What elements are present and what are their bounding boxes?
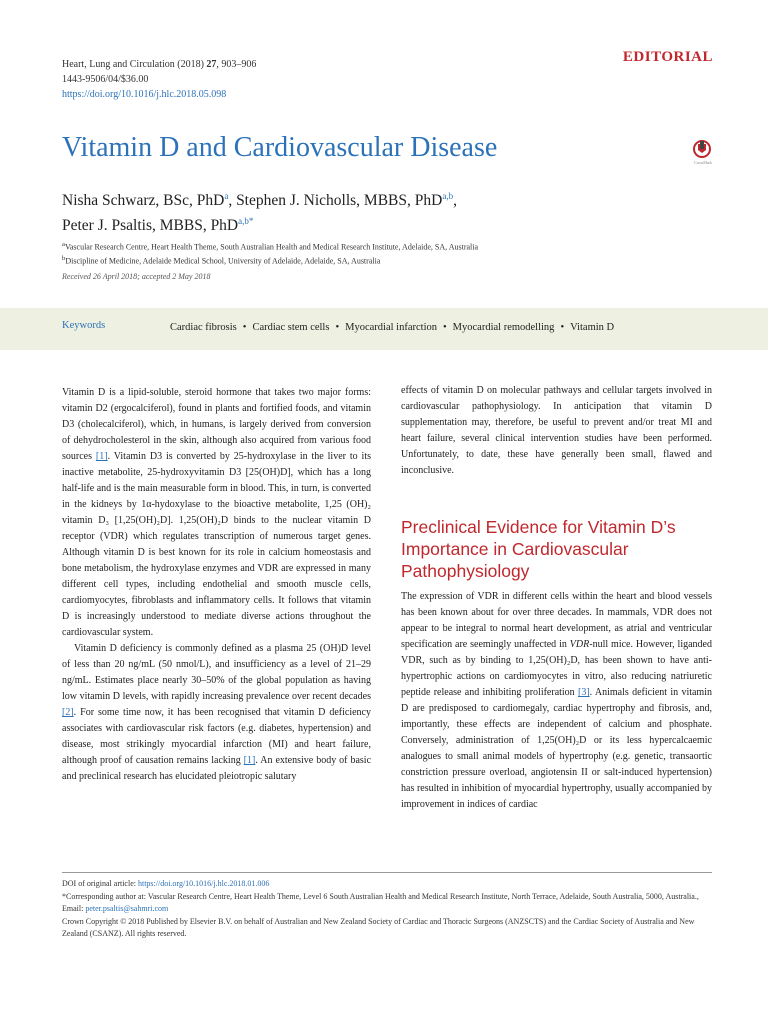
keyword-separator: • xyxy=(442,322,447,333)
journal-citation xyxy=(62,57,256,72)
affiliation-text: Vascular Research Centre, Heart Health Theme, South Australian Health and Medical Research Institute, Adelaide, SA, Australia xyxy=(64,242,479,252)
original-article-doi-link[interactable]: https://doi.org/10.1016/j.hlc.2018.01.006 xyxy=(137,879,270,888)
footnote-text: *Corresponding author at: Vascular Research Centre, Heart Health Theme, Level 6 South Australian Health and Medical Research Institute, North Terrace, Adelaide, South Australia, 5000, Australia., Email: xyxy=(62,891,699,913)
received-dates: Received 26 April 2018; accepted 2 May 2018 xyxy=(62,272,211,281)
affiliation-text: Discipline of Medicine, Adelaide Medical School, University of Adelaide, Adelaide, SA, Australia xyxy=(65,256,381,266)
keyword-separator: • xyxy=(242,322,247,333)
body-text: -null mice. However, liganded VDR, such as by binding to 1,25(OH)₂D, has been shown to have anti-hypertrophic actions on cardiomyocytes in vitro, also reducing natriuretic peptide release and inhibiting proliferation xyxy=(401,639,712,698)
keyword-separator: • xyxy=(335,322,340,333)
body-paragraph xyxy=(62,385,371,641)
affiliation-b xyxy=(62,253,702,267)
article-doi-link[interactable]: https://doi.org/10.1016/j.hlc.2018.05.098 xyxy=(62,89,227,100)
body-column-left xyxy=(62,385,371,785)
author-name: , Stephen J. Nicholls, MBBS, PhD xyxy=(228,192,443,210)
keyword-item[interactable]: Myocardial remodelling xyxy=(452,322,555,333)
footnote-divider xyxy=(62,872,712,873)
journal-info xyxy=(62,57,256,102)
body-paragraph: effects of vitamin D on molecular pathways and cellular targets involved in cardiovascular pathophysiology. In anticipation that vitamin D supplementation may, therefore, be useful to prevent and/or treat MI and heart failure, several clinical intervention studies have been performed. Unfortunately, to date, these have generally been small, flawed and inconclusive. xyxy=(401,385,712,476)
keyword-item[interactable]: Myocardial infarction xyxy=(345,322,437,333)
article-title: Vitamin D and Cardiovascular Disease xyxy=(62,132,498,163)
journal-name: Heart, Lung and Circulation (2018) xyxy=(62,59,204,70)
body-paragraph xyxy=(62,641,371,785)
affiliations xyxy=(62,239,702,266)
citation-link[interactable]: [3] xyxy=(577,687,590,698)
author-name: Nisha Schwarz, BSc, PhD xyxy=(62,192,225,210)
author-affil-sup[interactable]: a xyxy=(224,191,229,201)
section-heading: Preclinical Evidence for Vitamin D’s Importance in Cardiovascular Pathophysiology xyxy=(401,517,676,581)
body-text: . Animals deficient in vitamin D are predisposed to cardiomegaly, cardiac hypertrophy and fibrosis, and, importantly, these effects are independent of calcium and phosphate. Conversely, administration of 1,25(OH)₂D or its less hypercalcaemic analogues to small animal models of hypertrophy (e.g. genetic, transaortic constriction pressure overload, angiotensin II or salt-induced hypertension) has resulted in inhibition of myocardial hypertrophy, usually accompanied by improvement in indices of cardiac xyxy=(401,687,712,810)
citation-link[interactable]: [1] xyxy=(95,451,108,462)
body-text: . For some time now, it has been recognised that vitamin D deficiency associates with cardiovascular risk factors (e.g. diabetes, hypertension) and disease, most strikingly myocardial infarction (MI) and heart failure, although proof of causation remains lacking xyxy=(62,707,371,766)
affiliation-a xyxy=(62,239,702,253)
affiliation-marker: a xyxy=(62,241,65,248)
keyword-item[interactable]: Vitamin D xyxy=(570,322,615,333)
journal-volume: 27 xyxy=(206,59,217,70)
affiliation-marker: b xyxy=(62,254,66,262)
article-type-label: EDITORIAL xyxy=(622,49,713,65)
crossmark-icon[interactable] xyxy=(692,140,712,162)
author-separator: , xyxy=(453,192,457,210)
author-name: Peter J. Psaltis, MBBS, PhD xyxy=(62,217,239,235)
citation-link[interactable]: [2] xyxy=(62,707,74,718)
footnote-text: DOI of original article: xyxy=(62,879,138,888)
keyword-item[interactable]: Cardiac stem cells xyxy=(252,322,330,333)
author-affil-sup[interactable]: a,b* xyxy=(238,216,254,227)
author-affil-sup[interactable]: a,b xyxy=(442,191,454,201)
italic-term: VDR xyxy=(569,639,590,650)
keyword-item[interactable]: Cardiac fibrosis xyxy=(170,322,237,333)
body-text: . An extensive body of basic and preclinical research has elucidated pleiotropic salutary xyxy=(62,755,372,782)
journal-pages: , 903–906 xyxy=(216,59,257,70)
keywords-list xyxy=(170,322,614,333)
keywords-label: Keywords xyxy=(62,320,106,331)
author-list xyxy=(62,186,682,236)
keyword-separator: • xyxy=(560,322,565,333)
body-column-right xyxy=(401,383,712,479)
body-text: Vitamin D is a lipid-soluble, steroid hormone that takes two major forms: vitamin D2 (ergocalciferol), found in plants and fortified foods, and vitamin D3 (cholecalciferol), which, in humans, is largely derived from conversion of dehydrocholesterol in the skin, although also acquired from various food sources xyxy=(62,387,371,462)
footnote-corresponding xyxy=(62,891,712,916)
footnotes xyxy=(62,878,712,941)
body-paragraph xyxy=(401,589,712,813)
author-email-link[interactable]: peter.psaltis@sahmri.com xyxy=(85,904,169,913)
body-column-right-section xyxy=(401,589,712,813)
journal-issn: 1443-9506/04/$36.00 xyxy=(62,74,149,85)
body-text: . Vitamin D3 is converted by 25-hydroxylase in the liver to its inactive metabolite, 25-hydroxyvitamin D3 [25(OH)D], which has a long half-life and is the main measurable form in blood. This, in turn, is converted in the kidneys by 1α-hydoxylase to the bioactive metabolite, 1,25 (OH)₂ vitamin D₃ [1,25(OH)₂D]. 1,25(OH)₂D binds to the nuclear vitamin D receptor (VDR) which regulates transcription of numerous target genes. Although vitamin D is best known for its role in calcium homeostasis and bone metabolism, the hydroxylase enzymes and VDR are expressed in many different cell types, including endothelial and smooth muscle cells, cardiomyocytes, fibroblasts and inflammatory cells. It follows that vitamin D is increasingly understood to mediate diverse actions throughout the cardiovascular system. xyxy=(62,451,371,638)
body-text: The expression of VDR in different cells within the heart and blood vessels has been known about for over three decades. In mammals, VDR does not appear to be integral to normal heart development, as atrial and ventricular specification are seemingly unaffected in xyxy=(401,591,712,650)
citation-link[interactable]: [1] xyxy=(243,755,256,766)
body-text: Vitamin D deficiency is commonly defined as a plasma 25 (OH)D level of less than 20 ng/mL (50 nmol/L), and insufficiency as a level of 21–29 ng/mL. Estimates place nearly 30–50% of the global population as having low vitamin D levels, with rapidly increasing prevalence over recent decades xyxy=(62,643,371,702)
footnote-doi xyxy=(62,878,712,891)
crossmark-label: CrossMark xyxy=(694,160,712,165)
footnote-copyright: Crown Copyright © 2018 Published by Elsevier B.V. on behalf of Australian and New Zealand Society of Cardiac and Thoracic Surgeons (ANZSCTS) and the Cardiac Society of Australia and New Zealand (CSANZ). All rights reserved. xyxy=(62,916,695,938)
